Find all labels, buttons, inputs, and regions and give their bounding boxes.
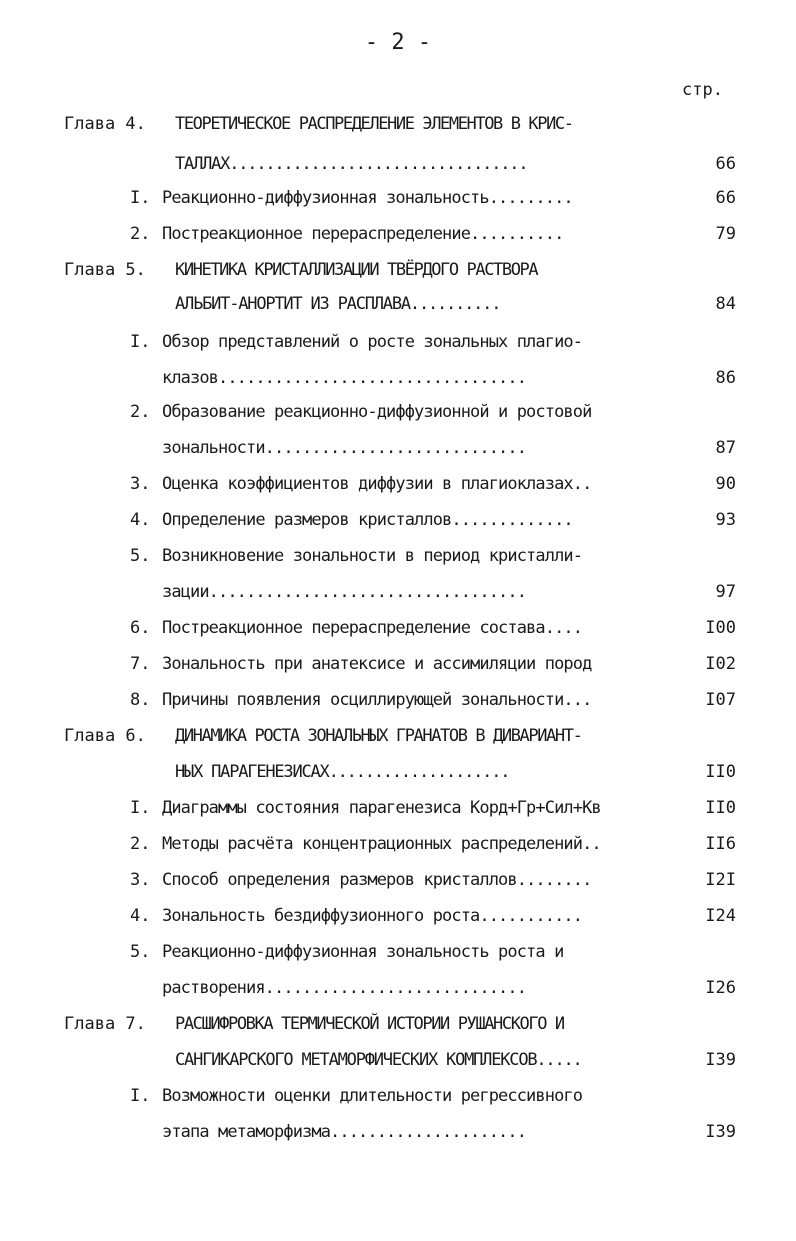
section-title: Зональность при анатексисе и ассимиляции пород — [162, 654, 592, 674]
section-label: 4. — [130, 906, 151, 926]
page-number-ref: 97 — [715, 582, 736, 602]
section-title: Постреакционное перераспределение.......... — [162, 224, 564, 244]
chapter-label: Глава 4. — [64, 114, 146, 134]
page-number-ref: I02 — [705, 654, 736, 674]
section-label: I. — [130, 332, 151, 352]
section-label: 7. — [130, 654, 151, 674]
section-label: 2. — [130, 402, 151, 422]
page-number-ref: I39 — [705, 1122, 736, 1142]
title-continuation: зации.................................. — [162, 582, 527, 602]
section-label: 5. — [130, 546, 151, 566]
section-title: Возможности оценки длительности регрессивного — [162, 1086, 583, 1106]
page-number-ref: I2I — [705, 870, 736, 890]
page-number-ref: I07 — [705, 690, 736, 710]
page-number-ref: II6 — [705, 834, 736, 854]
page-number-ref: I00 — [705, 618, 736, 638]
section-title: Способ определения размеров кристаллов........ — [162, 870, 592, 890]
title-continuation: НЫХ ПАРАГЕНЕЗИСАХ.................... — [175, 762, 510, 782]
section-title: Возникновение зональности в период кристалли- — [162, 546, 583, 566]
chapter-title: РАСШИФРОВКА ТЕРМИЧЕСКОЙ ИСТОРИИ РУШАНСКОГО И — [175, 1014, 564, 1034]
page-number-ref: 84 — [715, 294, 736, 314]
page-column-label: стр. — [682, 80, 723, 100]
section-title: Диаграммы состояния парагенезиса Корд+Гр+Сил+Кв — [162, 798, 601, 818]
chapter-label: Глава 6. — [64, 726, 146, 746]
page-number-ref: 93 — [715, 510, 736, 530]
chapter-title: КИНЕТИКА КРИСТАЛЛИЗАЦИИ ТВЁРДОГО РАСТВОРА — [175, 260, 538, 280]
title-continuation: АЛЬБИТ-АНОРТИТ ИЗ РАСПЛАВА.......... — [175, 294, 501, 314]
section-title: Обзор представлений о росте зональных плагио- — [162, 332, 583, 352]
page-number-ref: 90 — [715, 474, 736, 494]
section-label: I. — [130, 188, 151, 208]
title-continuation: САНГИКАРСКОГО МЕТАМОРФИЧЕСКИХ КОМПЛЕКСОВ..... — [175, 1050, 582, 1070]
title-continuation: ТАЛЛАХ................................. — [175, 154, 528, 174]
section-label: 8. — [130, 690, 151, 710]
section-label: 2. — [130, 224, 151, 244]
page-number-ref: I26 — [705, 978, 736, 998]
title-continuation: растворения............................ — [162, 978, 527, 998]
section-label: 6. — [130, 618, 151, 638]
section-label: 2. — [130, 834, 151, 854]
section-title: Методы расчёта концентрационных распределений.. — [162, 834, 601, 854]
section-title: Реакционно-диффузионная зональность......... — [162, 188, 573, 208]
section-label: 5. — [130, 942, 151, 962]
page-number-ref: I39 — [705, 1050, 736, 1070]
section-label: 3. — [130, 474, 151, 494]
page-number-ref: II0 — [705, 762, 736, 782]
section-title: Образование реакционно-диффузионной и ростовой — [162, 402, 592, 422]
title-continuation: клазов................................. — [162, 368, 527, 388]
section-title: Определение размеров кристаллов............. — [162, 510, 573, 530]
section-label: 4. — [130, 510, 151, 530]
section-title: Реакционно-диффузионная зональность роста и — [162, 942, 564, 962]
page-number: - 2 - — [364, 30, 432, 55]
chapter-label: Глава 7. — [64, 1014, 146, 1034]
section-title: Оценка коэффициентов диффузии в плагиоклазах.. — [162, 474, 592, 494]
section-label: 3. — [130, 870, 151, 890]
page-number-ref: 66 — [715, 154, 736, 174]
section-label: I. — [130, 1086, 151, 1106]
title-continuation: зональности............................ — [162, 438, 527, 458]
chapter-label: Глава 5. — [64, 260, 146, 280]
chapter-title: ТЕОРЕТИЧЕСКОЕ РАСПРЕДЕЛЕНИЕ ЭЛЕМЕНТОВ В КРИС- — [175, 114, 573, 134]
page-number-ref: II0 — [705, 798, 736, 818]
page-number-ref: 87 — [715, 438, 736, 458]
chapter-title: ДИНАМИКА РОСТА ЗОНАЛЬНЫХ ГРАНАТОВ В ДИВАРИАНТ- — [175, 726, 582, 746]
page-number-ref: 79 — [715, 224, 736, 244]
page-number-ref: 66 — [715, 188, 736, 208]
section-title: Причины появления осциллирующей зональности... — [162, 690, 592, 710]
section-label: I. — [130, 798, 151, 818]
page-number-ref: 86 — [715, 368, 736, 388]
section-title: Зональность бездиффузионного роста........... — [162, 906, 583, 926]
title-continuation: этапа метаморфизма..................... — [162, 1122, 527, 1142]
section-title: Постреакционное перераспределение состава.... — [162, 618, 583, 638]
page-number-ref: I24 — [705, 906, 736, 926]
